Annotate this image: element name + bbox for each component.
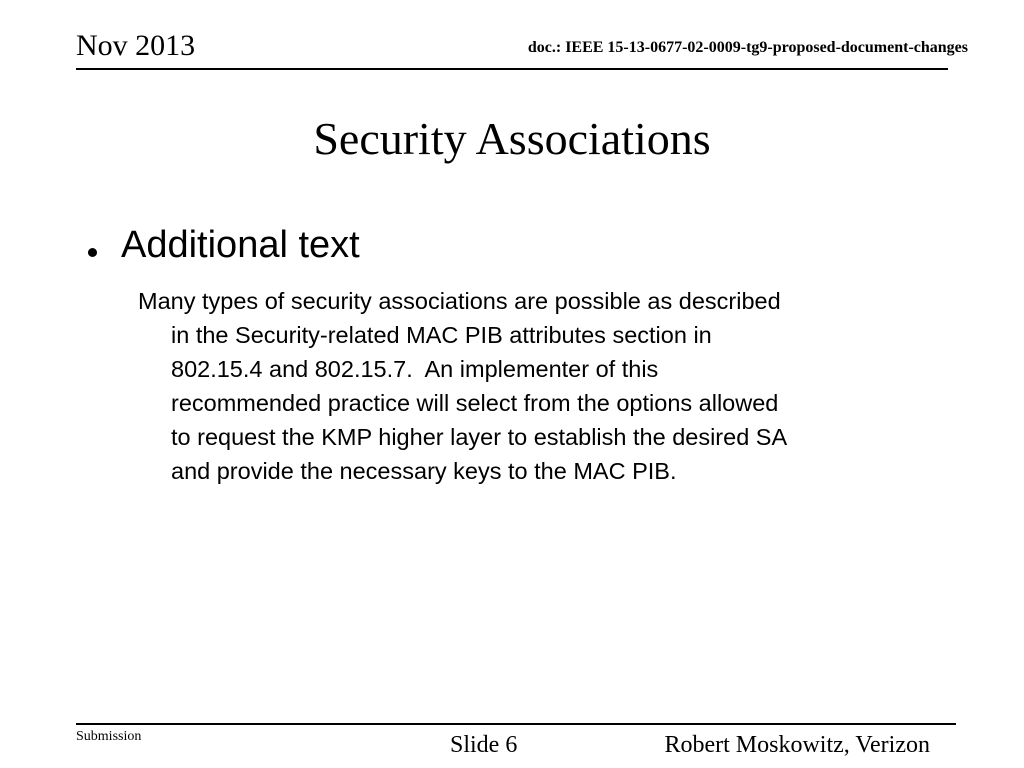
footer-author: Robert Moskowitz, Verizon (664, 732, 930, 758)
paragraph-line: and provide the necessary keys to the MAC PIB. (171, 458, 677, 484)
paragraph-line: to request the KMP higher layer to establish the desired SA (171, 424, 788, 450)
bullet-dot-icon (88, 248, 97, 257)
header-date: Nov 2013 (76, 29, 196, 62)
header-divider (76, 68, 948, 70)
paragraph-line: recommended practice will select from the options allowed (171, 390, 779, 416)
body-paragraph (138, 284, 938, 488)
slide-title: Security Associations (313, 113, 711, 164)
paragraph-line: Many types of security associations are possible as described (138, 288, 781, 314)
footer-divider (76, 723, 956, 725)
paragraph-line: 802.15.4 and 802.15.7. An implementer of this (171, 356, 659, 382)
header-document-id: doc.: IEEE 15-13-0677-02-0009-tg9-proposed-document-changes (527, 39, 968, 56)
paragraph-line: in the Security-related MAC PIB attributes section in (171, 322, 712, 348)
footer-submission-label: Submission (76, 729, 142, 744)
bullet-text: Additional text (121, 224, 360, 266)
footer-slide-number: Slide 6 (450, 732, 518, 758)
